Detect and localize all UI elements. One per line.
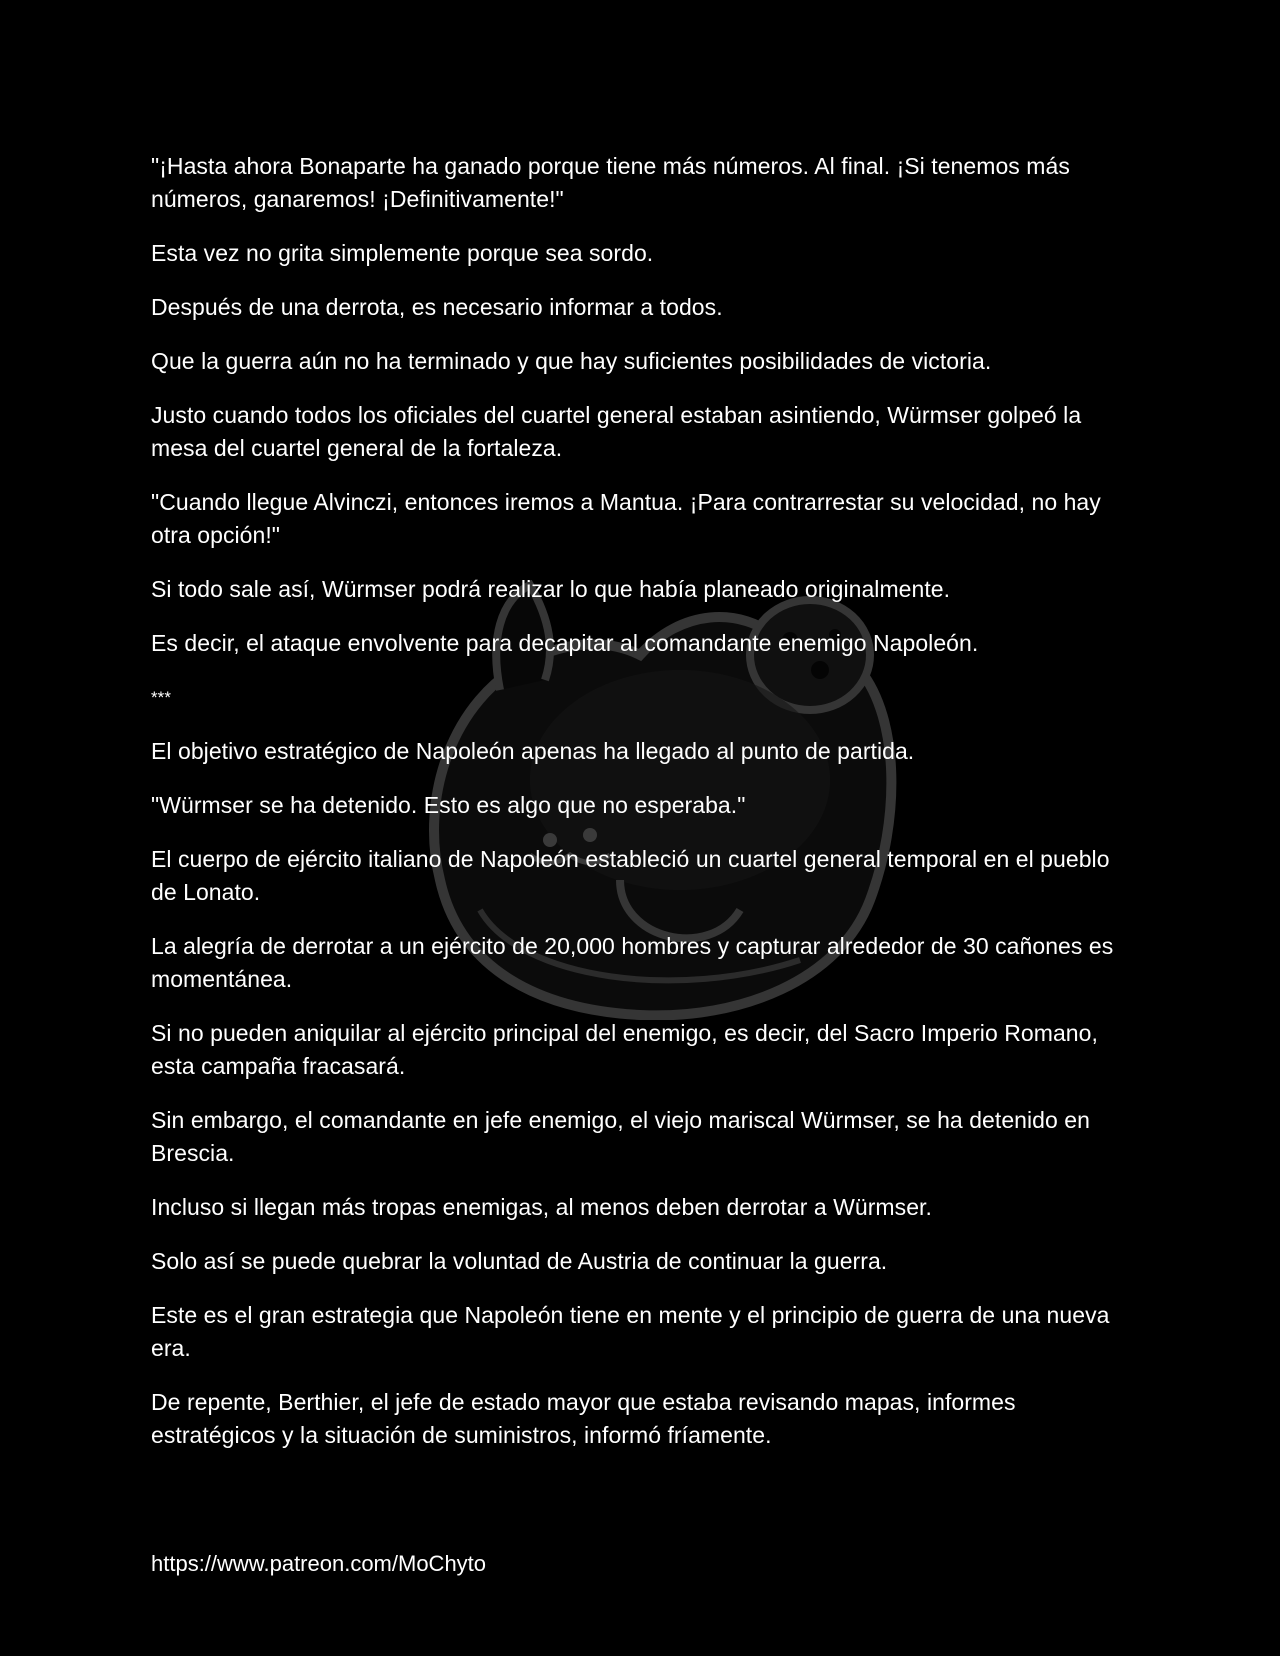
paragraph: Solo así se puede quebrar la voluntad de Austria de continuar la guerra. bbox=[151, 1248, 888, 1274]
paragraph: El objetivo estratégico de Napoleón apenas ha llegado al punto de partida. bbox=[151, 738, 915, 764]
paragraph: Justo cuando todos los oficiales del cuartel general estaban asintiendo, Würmser golpeó la mesa del cuartel general de la fortaleza. bbox=[151, 402, 1082, 461]
paragraph: Este es el gran estrategia que Napoleón tiene en mente y el principio de guerra de una nueva era. bbox=[151, 1302, 1110, 1361]
paragraph: El cuerpo de ejército italiano de Napoleón estableció un cuartel general temporal en el pueblo de Lonato. bbox=[151, 846, 1110, 905]
document-body bbox=[151, 150, 1131, 1473]
patreon-link[interactable]: https://www.patreon.com/MoChyto bbox=[151, 1551, 487, 1576]
paragraph: La alegría de derrotar a un ejército de 20,000 hombres y capturar alrededor de 30 cañones es momentánea. bbox=[151, 933, 1114, 992]
paragraph: De repente, Berthier, el jefe de estado mayor que estaba revisando mapas, informes estratégicos y la situación de suministros, informó fríamente. bbox=[151, 1389, 1016, 1448]
paragraph: "Würmser se ha detenido. Esto es algo que no esperaba." bbox=[151, 792, 746, 818]
paragraph: "Cuando llegue Alvinczi, entonces iremos a Mantua. ¡Para contrarrestar su velocidad, no hay otra opción!" bbox=[151, 489, 1101, 548]
paragraph: Incluso si llegan más tropas enemigas, al menos deben derrotar a Würmser. bbox=[151, 1194, 932, 1220]
paragraph: Si no pueden aniquilar al ejército principal del enemigo, es decir, del Sacro Imperio Romano, esta campaña fracasará. bbox=[151, 1020, 1098, 1079]
paragraph: Que la guerra aún no ha terminado y que hay suficientes posibilidades de victoria. bbox=[151, 348, 992, 374]
paragraph: Es decir, el ataque envolvente para decapitar al comandante enemigo Napoleón. bbox=[151, 630, 979, 656]
paragraph: Si todo sale así, Würmser podrá realizar lo que había planeado originalmente. bbox=[151, 576, 951, 602]
paragraph: Esta vez no grita simplemente porque sea sordo. bbox=[151, 240, 654, 266]
paragraph: Después de una derrota, es necesario informar a todos. bbox=[151, 294, 723, 320]
section-separator: *** bbox=[151, 688, 171, 707]
paragraph: Sin embargo, el comandante en jefe enemigo, el viejo mariscal Würmser, se ha detenido en Brescia. bbox=[151, 1107, 1090, 1166]
paragraph: "¡Hasta ahora Bonaparte ha ganado porque tiene más números. Al final. ¡Si tenemos más números, ganaremos! ¡Definitivamente!" bbox=[151, 153, 1070, 212]
